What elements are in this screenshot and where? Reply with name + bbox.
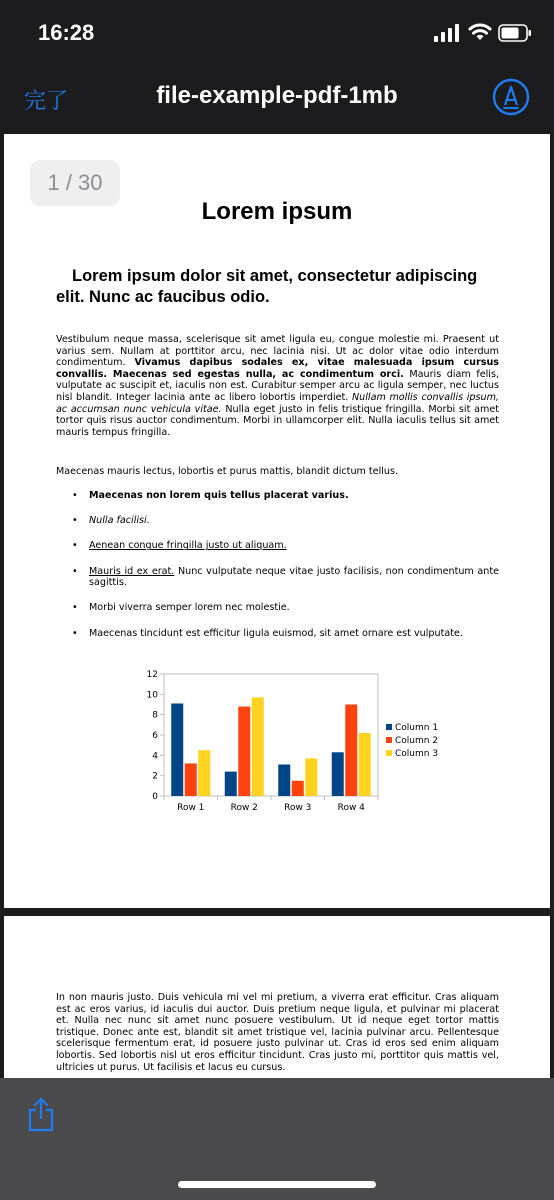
x-tick-label: Row 4 <box>337 803 365 813</box>
bar <box>198 750 210 796</box>
bar <box>359 733 371 796</box>
legend-swatch <box>386 737 392 743</box>
bullet-item <box>56 602 499 614</box>
bar <box>278 764 290 796</box>
bar <box>345 705 357 797</box>
navigation-bar <box>0 64 554 134</box>
text-run: Nulla eget justo in felis tristique fringilla. Morbi sit amet tortor quis risus auctor condimentum. Morbi in ullamcorper elit. Nulla iaculis tellus sit amet mauris tempus fringilla. <box>56 403 499 438</box>
bar <box>238 707 250 796</box>
share-icon[interactable] <box>26 1096 56 1132</box>
status-time: 16:28 <box>38 20 95 45</box>
document-heading: Lorem ipsum <box>201 198 353 225</box>
bullet-text: Aenean congue fringilla justo ut aliquam. <box>89 540 287 552</box>
pdf-page-2[interactable] <box>4 916 550 1078</box>
bar <box>305 758 317 796</box>
home-indicator <box>178 1181 376 1188</box>
bar <box>292 781 304 796</box>
text-run: Vestibulum neque massa, scelerisque sit amet ligula eu, congue molestie mi. Praesent ut varius sem. Nullam at porttitor arcu, nec lacinia nisi. Ut ac dolor vitae odio interdum condimentum. <box>56 334 499 369</box>
bullet-text: Maecenas non lorem quis tellus placerat varius. <box>89 490 349 501</box>
bullet-text: Nulla facilisi. <box>89 515 150 527</box>
paragraph-3: In non mauris justo. Duis vehicula mi vel mi pretium, a viverra erat efficitur. Cras aliquam est ac eros varius, id iaculis dui auctor. Duis pretium neque ligula, et pulvinar mi placerat et. Nulla nec nunc sit amet nunc posuere vestibulum. Ut id neque eget tortor mattis tristique. Donec ante est, blandit sit amet tristique vel, lacinia pulvinar arcu. Pellentesque scelerisque fermentum erat, id posuere justo pulvinar ut. Cras id eros sed enim aliquam lobortis. Sed lobortis nisl ut eros efficitur tincidunt. Cras justo mi, porttitor quis mattis vel, ultricies ut purus. Ut facilisis et lacus eu cursus. <box>56 992 499 1073</box>
paragraph-1 <box>56 334 499 438</box>
document-subheading: Lorem ipsum dolor sit amet, consectetur adipiscing elit. Nunc ac faucibus odio. <box>56 267 478 306</box>
x-tick-label: Row 3 <box>284 803 312 813</box>
bullet-list <box>56 490 499 653</box>
bar <box>225 772 237 796</box>
y-tick-label: 4 <box>152 751 158 762</box>
bar <box>332 752 344 796</box>
bullet-text: Mauris id ex erat. <box>89 565 175 577</box>
y-tick-label: 12 <box>146 670 158 680</box>
battery-icon <box>498 24 532 42</box>
bullet-item <box>56 490 499 502</box>
document-title-header: file-example-pdf-1mb <box>156 82 398 109</box>
markup-icon[interactable] <box>492 78 530 116</box>
bar <box>185 763 197 796</box>
paragraph-2: Maecenas mauris lectus, lobortis et purus mattis, blandit dictum tellus. <box>56 466 399 477</box>
legend-swatch <box>386 750 392 756</box>
y-tick-label: 8 <box>152 710 158 721</box>
y-tick-label: 10 <box>146 690 158 701</box>
y-tick-label: 6 <box>152 731 158 741</box>
bullet-item <box>56 515 499 527</box>
y-tick-label: 0 <box>152 792 158 802</box>
page-indicator: 1 / 30 <box>30 160 120 206</box>
x-tick-label: Row 2 <box>230 803 258 813</box>
y-tick-label: 2 <box>152 771 158 782</box>
bullet-item <box>56 566 499 589</box>
wifi-icon <box>468 22 492 42</box>
done-button[interactable]: 完了 <box>24 89 69 114</box>
bullet-text: Nunc vulputate neque vitae justo facilisis, non condimentum ante sagittis. <box>89 565 499 589</box>
x-tick-label: Row 1 <box>177 803 205 813</box>
bar-chart <box>134 668 454 818</box>
italic-text-run: Nullam mollis convallis ipsum, ac accumsan nunc vehicula vitae. <box>56 391 499 415</box>
bullet-item <box>56 540 499 552</box>
bottom-toolbar <box>0 1078 554 1200</box>
status-bar <box>0 0 554 64</box>
bullet-text: Morbi viverra semper lorem nec molestie. <box>89 602 290 614</box>
bar <box>252 697 264 796</box>
bold-text-run: Vivamus dapibus sodales ex, vitae malesuada ipsum cursus convallis. Maecenas sed egestas nulla, ac condimentum orci. <box>56 357 499 380</box>
pdf-page-1[interactable] <box>4 134 550 908</box>
legend-label: Column 2 <box>395 736 439 746</box>
bullet-item <box>56 628 499 640</box>
cellular-signal-icon <box>434 24 460 42</box>
legend-swatch <box>386 724 392 730</box>
bar <box>171 703 183 796</box>
text-run: Mauris diam felis, vulputate ac suscipit et, iaculis non est. Curabitur semper arcu ac ligula semper, nec luctus nisl blandit. Integer lacinia ante ac libero lobortis imperdiet. <box>56 368 499 403</box>
legend-label: Column 1 <box>395 723 439 733</box>
legend-label: Column 3 <box>395 749 439 759</box>
bullet-text: Maecenas tincidunt est efficitur ligula euismod, sit amet ornare est vulputate. <box>89 627 463 639</box>
